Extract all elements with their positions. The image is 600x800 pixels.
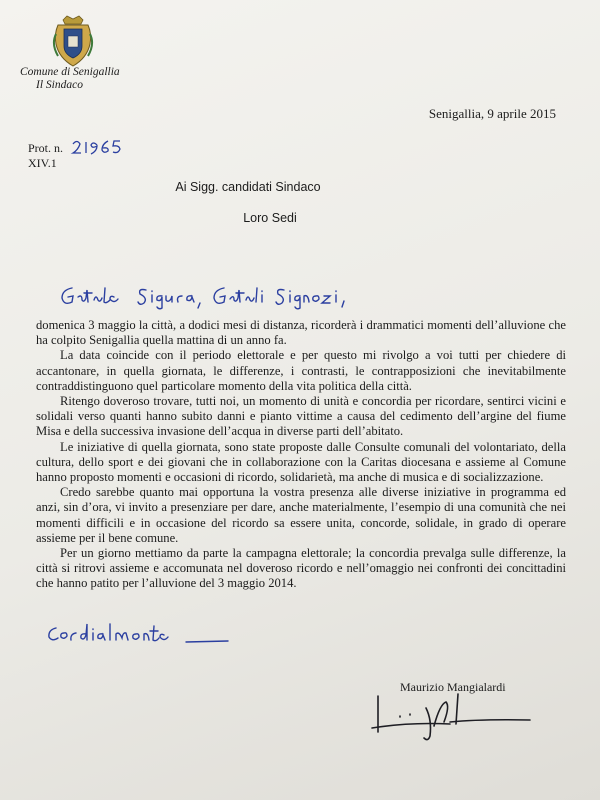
organization-name: Comune di Senigallia bbox=[20, 66, 120, 78]
classification-code: XIV.1 bbox=[28, 156, 57, 170]
protocol-label: Prot. n. bbox=[28, 141, 64, 155]
paragraph: Per un giorno mettiamo da parte la campagna elettorale; la concordia prevalga sulle differenze, la città si ritrovi assieme e accomunata nel doveroso ricordo e nell’omaggio nei confronti dei concittadini che hanno patito per l’alluvione del 3 maggio 2014. bbox=[36, 546, 566, 591]
paragraph: domenica 3 maggio la città, a dodici mesi di distanza, ricorderà i drammatici momenti dell’alluvione che ha colpito Senigallia quella mattina di un anno fa. bbox=[36, 318, 566, 348]
paragraph: La data coincide con il periodo elettorale e per questo mi rivolgo a voi tutti per chiedere di accantonare, in quella giornata, le differenze, i contrasti, le contrapposizioni che inevitabilmente contraddistinguono quel particolare momento della vita politica della città. bbox=[36, 348, 566, 393]
handwritten-salutation bbox=[58, 282, 398, 312]
paragraph: Ritengo doveroso trovare, tutti noi, un momento di unità e concordia per ricordare, sentirci vicini e solidali verso quanti hanno subito danni e pianto vittime a causa del cedimento dell’argine del fiume Misa e della successiva invasione dell’acqua in diverse parti dell’abitato. bbox=[36, 394, 566, 439]
paragraph: Le iniziative di quella giornata, sono state proposte dalle Consulte comunali del volontariato, della cultura, dello sport e dei giovani che in collaborazione con la Caritas diocesana e assieme al Comune hanno proposto momenti e occasioni di ricordo, solidarietà, ma anche di musica e di socializzazione. bbox=[36, 439, 566, 485]
paragraph: Credo sarebbe quanto mai opportuna la vostra presenza alle diverse iniziative in programma ed anzi, sin d’ora, vi invito a presenziare per dare, anche materialmente, l’esempio di una comunità che nei momenti difficili e in occasione del ricordo sa essere unita, concorde, solidale, in grado di operare assieme per il bene comune. bbox=[36, 485, 566, 545]
handwritten-closing bbox=[46, 620, 236, 650]
office-title: Il Sindaco bbox=[36, 79, 83, 91]
signature bbox=[370, 686, 540, 746]
protocol-number-handwritten bbox=[70, 138, 130, 156]
protocol-block bbox=[28, 138, 130, 171]
letter-body bbox=[36, 318, 566, 592]
letterhead bbox=[20, 66, 120, 92]
coat-of-arms-icon bbox=[50, 14, 96, 68]
place-date: Senigallia, 9 aprile 2015 bbox=[428, 106, 556, 121]
recipient-line-2: Loro Sedi bbox=[243, 211, 297, 225]
signer-name: Maurizio Mangialardi bbox=[400, 680, 506, 694]
recipient-line-1: Ai Sigg. candidati Sindaco bbox=[175, 180, 321, 194]
